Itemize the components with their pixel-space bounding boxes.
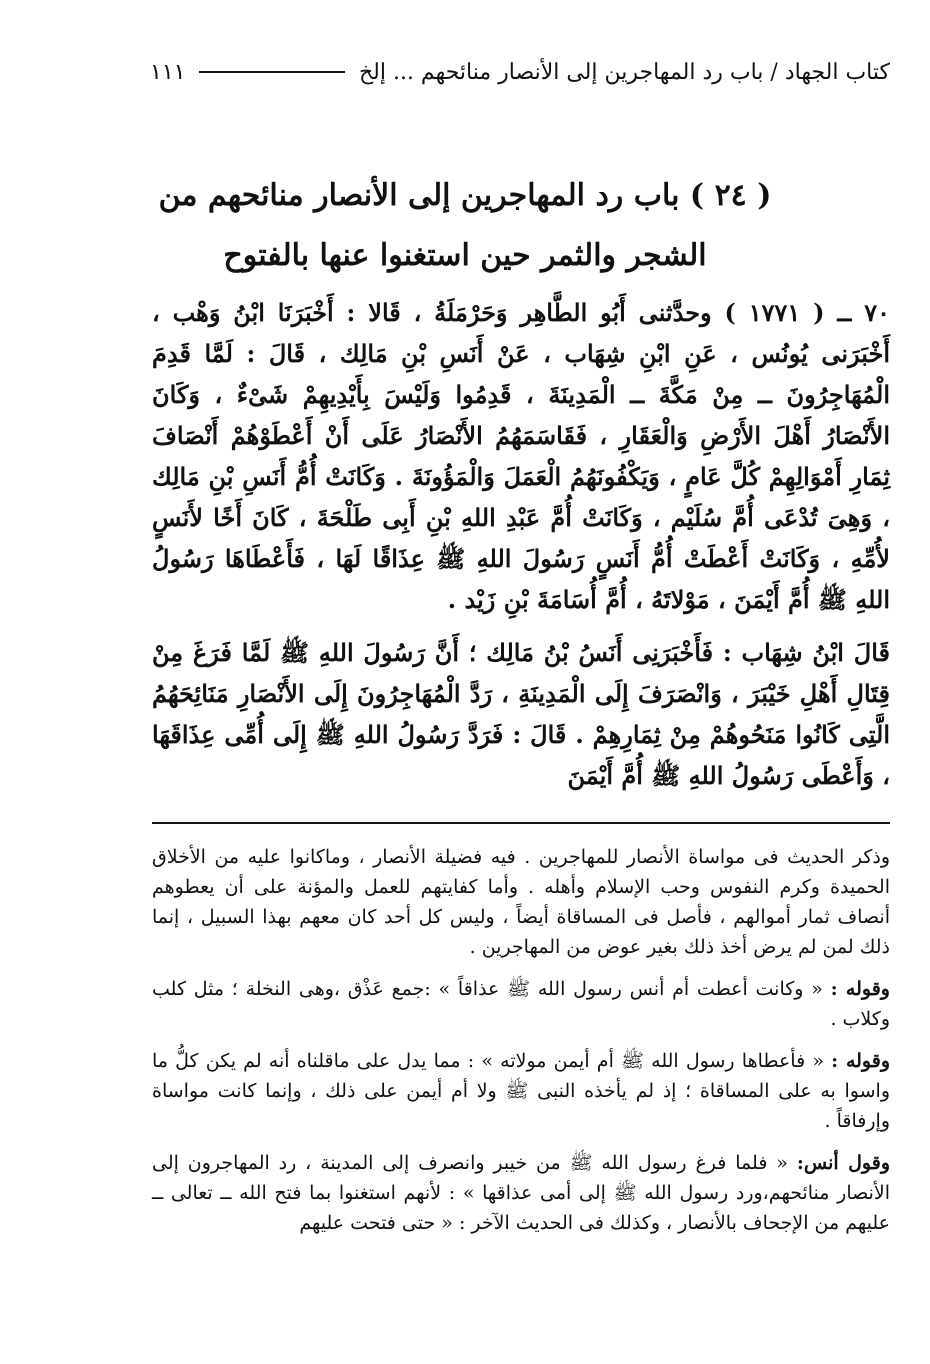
commentary-text: « فأعطاها رسول الله ﷺ أم أيمن مولاته » : مما يدل على ماقلناه أنه لم يكن كلُّ ما واسوا به على المساقاة ؛ إذ لم يأخذه النبى ﷺ ولا أم أيمن على ذلك ، وإنما كانت مواساة وإرفاقاً . — [152, 1050, 890, 1132]
commentary-text: « فلما فرغ رسول الله ﷺ من خيبر وانصرف إلى المدينة ، رد المهاجرون إلى الأنصار منائحهم،ورد رسول الله ﷺ إلى أمى عذاقها » : لأنهم استغنوا بما فتح الله ــ تعالى ــ عليهم من الإجحاف بالأنصار ، وكذلك فى الحديث الآخر : « حتى فتحت عليهم — [152, 1152, 890, 1234]
commentary-paragraph — [152, 1148, 890, 1238]
hadith-text — [152, 292, 890, 808]
commentary-paragraph — [152, 842, 890, 962]
footnote-divider — [152, 822, 890, 824]
commentary-paragraph — [152, 974, 890, 1034]
running-header — [150, 52, 890, 92]
commentary-lead: وقول أنس: — [796, 1152, 890, 1174]
chapter-title-line-2: الشجر والثمر حين استغنوا عنها بالفتوح — [223, 238, 707, 273]
commentary-text: « وكانت أعطت أم أنس رسول الله ﷺ عذاقاً » :جمع عَذْق ،وهى النخلة ؛ مثل كلب وكلاب . — [152, 978, 890, 1030]
commentary — [152, 842, 890, 1250]
commentary-lead: وقوله : — [831, 1050, 890, 1072]
commentary-paragraph — [152, 1046, 890, 1136]
chapter-title-line-1: ( ٢٤ ) باب رد المهاجرين إلى الأنصار منائحهم من — [158, 178, 772, 213]
hadith-paragraph: ٧٠ ــ ( ١٧٧١ ) وحدَّثنى أَبُو الطَّاهِر وَحَرْمَلَةُ ، قَالا : أَخْبَرَنَا ابْنُ وَهْب ، أَخْبَرَنى يُونُس ، عَنِ ابْنِ شِهَاب ، عَنْ أَنَسِ بْنِ مَالِك ، قَالَ : لَمَّا قَدِمَ الْمُهَاجِرُونَ ــ مِنْ مَكَّةَ ــ الْمَدِينَةَ ، قَدِمُوا وَلَيْسَ بِأَيْدِيهِمْ شَىْءٌ ، وَكَانَ الأَنْصَارُ أَهْلَ الأَرْضِ وَالْعَقَارِ ، فَقَاسَمَهُمُ الأَنْصَارُ عَلَى أَنْ أَعْطَوْهُمْ أَنْصَافَ ثِمَارِ أَمْوَالِهِمْ كُلَّ عَامٍ ، وَيَكْفُونَهُمُ الْعَمَلَ وَالْمَؤُونَةَ . وَكَانَتْ أُمُّ أَنَسِ بْنِ مَالِك ، وَهِىَ تُدْعَى أُمَّ سُلَيْم ، وَكَانَتْ أُمَّ عَبْدِ اللهِ بْنِ أَبِى طَلْحَةَ ، كَانَ أَخًا لأَنَسٍ لأُمِّهِ ، وَكَانَتْ أَعْطَتْ أُمُّ أَنَسٍ رَسُولَ اللهِ ﷺ عِذَاقًا لَهَا ، فَأَعْطَاهَا رَسُولُ اللهِ ﷺ أُمَّ أَيْمَنَ ، مَوْلاتَهُ ، أُمَّ أُسَامَةَ بْنِ زَيْد . — [152, 298, 891, 614]
chapter-title — [150, 166, 780, 286]
commentary-text: وذكر الحديث فى مواساة الأنصار للمهاجرين . فيه فضيلة الأنصار ، وماكانوا عليه من الأخلاق الحميدة وكرم النفوس وحب الإسلام وأهله . وأما كفايتهم للعمل والمؤنة على أن يعطوهم أنصاف ثمار أموالهم ، فأصل فى المساقاة أيضاً ، وليس كل أحد كان معهم بهذا السبيل ، إنما ذلك لمن لم يرض أخذ ذلك بغير عوض من المهاجرين . — [152, 846, 890, 958]
page-number: ١١١ — [150, 59, 186, 85]
commentary-lead: وقوله : — [830, 978, 890, 1000]
running-title: كتاب الجهاد / باب رد المهاجرين إلى الأنصار منائحهم ... إلخ — [358, 59, 890, 85]
hadith-paragraph: قَالَ ابْنُ شِهَاب : فَأَخْبَرَنِى أَنَسُ بْنُ مَالِك ؛ أَنَّ رَسُولَ اللهِ ﷺ لَمَّا فَرَغَ مِنْ قِتَالِ أَهْلِ خَيْبَرَ ، وَانْصَرَفَ إِلَى الْمَدِينَةِ ، رَدَّ الْمُهَاجِرُونَ إِلَى الأَنْصَارِ مَنَائِحَهُمُ الَّتِى كَانُوا مَنَحُوهُمْ مِنْ ثِمَارِهِمْ . قَالَ : فَرَدَّ رَسُولُ اللهِ ﷺ إِلَى أُمِّى عِذَاقَهَا ، وَأَعْطَى رَسُولُ اللهِ ﷺ أُمَّ أَيْمَنَ — [152, 638, 890, 790]
header-rule — [199, 71, 345, 73]
